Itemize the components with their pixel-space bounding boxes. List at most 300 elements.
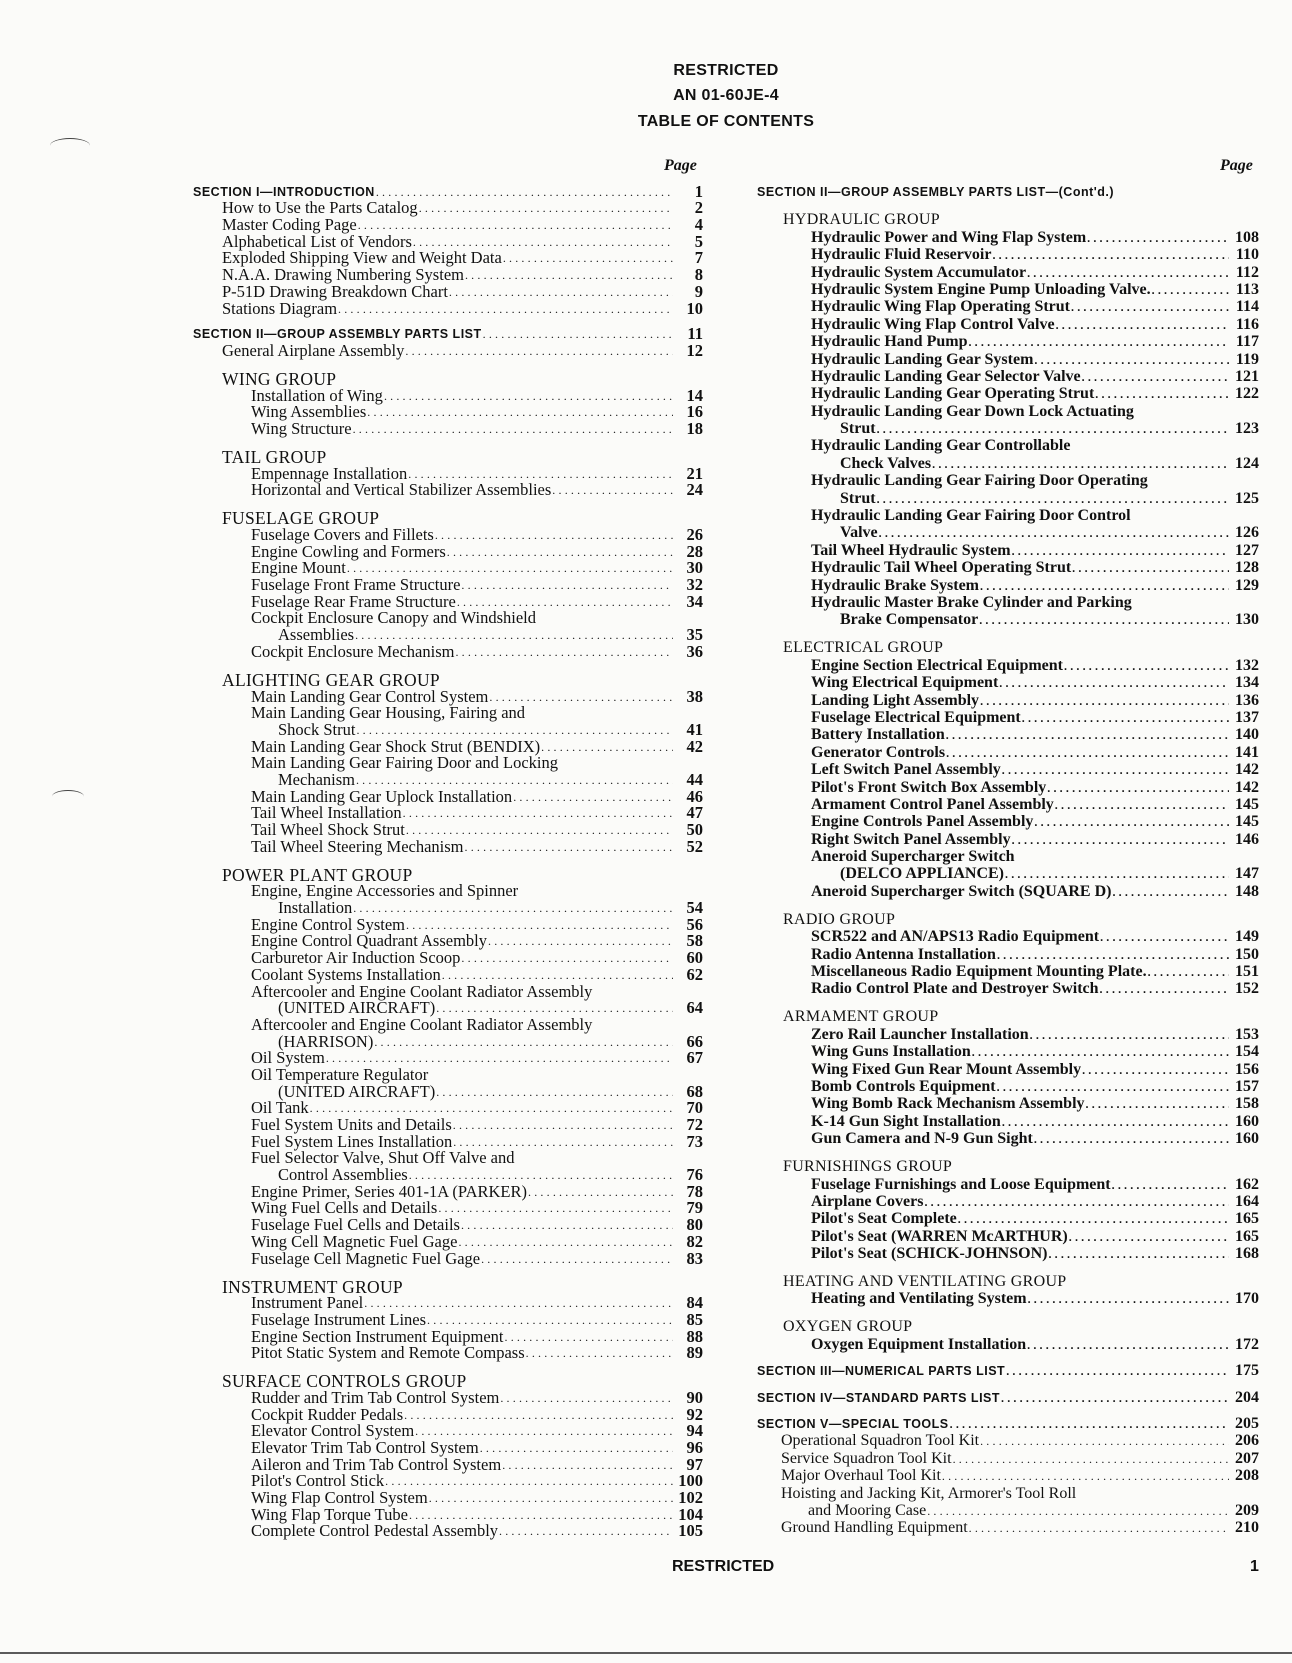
toc-entry[interactable]: [757, 865, 1259, 882]
entry-page-number: 1: [694, 181, 703, 201]
toc-entry[interactable]: [193, 643, 703, 660]
entry-page-number: 134: [1235, 674, 1259, 692]
dot-leader: [453, 1134, 673, 1150]
dot-leader: [1027, 1337, 1229, 1353]
entry-label: Tail Wheel Shock Strut: [251, 820, 405, 839]
toc-entry[interactable]: [193, 821, 703, 838]
toc-entry[interactable]: [757, 778, 1259, 795]
entry-page-number: 104: [678, 1504, 703, 1524]
toc-entry[interactable]: [757, 691, 1259, 708]
toc-entry[interactable]: [193, 626, 703, 643]
toc-entry[interactable]: [757, 420, 1259, 437]
toc-entry[interactable]: [757, 315, 1259, 332]
entry-label: Installation: [278, 898, 353, 918]
dot-leader: [1087, 230, 1229, 246]
dot-leader: [447, 544, 673, 560]
dot-leader: [1071, 299, 1229, 315]
dot-leader: [1028, 1291, 1229, 1307]
entry-label: Armament Control Panel Assembly: [811, 795, 1054, 813]
entry-label: Empennage Installation: [251, 463, 408, 483]
entry-label: Operational Squadron Tool Kit: [781, 1432, 980, 1450]
entry-label: Engine Controls Panel Assembly: [811, 813, 1034, 831]
toc-entry[interactable]: [193, 721, 703, 738]
toc-entry: [193, 1016, 703, 1033]
dot-leader: [356, 722, 673, 738]
entry-page-number: 110: [1235, 246, 1259, 264]
entry-label: Cockpit Rudder Pedals: [251, 1404, 404, 1424]
toc-entry[interactable]: [193, 1166, 703, 1183]
dot-leader: [526, 1345, 673, 1361]
toc-entry[interactable]: [193, 266, 703, 283]
entry-label: Engine Section Electrical Equipment: [811, 656, 1063, 674]
entry-label: Hydraulic Master Brake Cylinder and Parking: [811, 593, 1132, 611]
toc-entry[interactable]: [193, 1439, 703, 1456]
toc-entry[interactable]: [757, 743, 1259, 760]
dot-leader: [356, 772, 673, 788]
toc-section-entry[interactable]: [193, 326, 703, 343]
toc-entry[interactable]: [193, 420, 703, 437]
entry-label: Hydraulic System Accumulator: [811, 263, 1027, 281]
toc-entry[interactable]: [193, 1389, 703, 1406]
dot-leader: [326, 1050, 673, 1066]
toc-entry[interactable]: [757, 1519, 1259, 1536]
entry-label: Hydraulic Fluid Reservoir: [811, 246, 992, 264]
toc-entry[interactable]: [757, 350, 1259, 367]
entry-label: Service Squadron Tool Kit: [781, 1449, 952, 1467]
entry-page-number: 175: [1235, 1362, 1259, 1380]
toc-entry[interactable]: [193, 576, 703, 593]
dot-leader: [488, 933, 673, 949]
entry-page-number: 113: [1235, 280, 1259, 298]
entry-page-number: 47: [686, 803, 703, 823]
toc-entry: [757, 848, 1259, 865]
entry-page-number: 160: [1235, 1112, 1259, 1130]
toc-entry[interactable]: [193, 838, 703, 855]
entry-label: Heating and Ventilating System: [811, 1290, 1027, 1308]
entry-page-number: 70: [686, 1098, 703, 1118]
toc-entry[interactable]: [193, 966, 703, 983]
toc-entry[interactable]: [757, 963, 1259, 980]
entry-label: Pitot Static System and Remote Compass: [251, 1343, 525, 1363]
toc-entry[interactable]: [193, 1250, 703, 1267]
entry-label: Zero Rail Launcher Installation: [811, 1025, 1029, 1043]
toc-entry[interactable]: [757, 928, 1259, 945]
toc-entry[interactable]: [757, 761, 1259, 778]
entry-label: Fuselage Cell Magnetic Fuel Gage: [251, 1248, 481, 1268]
dot-leader: [449, 284, 673, 300]
toc-entry[interactable]: [193, 1456, 703, 1473]
entry-label: SECTION IV—STANDARD PARTS LIST: [757, 1390, 1001, 1405]
entry-page-number: 154: [1235, 1043, 1259, 1061]
entry-label: N.A.A. Drawing Numbering System: [222, 265, 464, 285]
entry-page-number: 94: [686, 1421, 703, 1441]
toc-entry[interactable]: [193, 283, 703, 300]
dot-leader: [950, 1416, 1229, 1432]
toc-entry[interactable]: [193, 250, 703, 267]
toc-entry[interactable]: [193, 1000, 703, 1017]
toc-entry[interactable]: [757, 726, 1259, 743]
toc-entry[interactable]: [757, 559, 1259, 576]
entry-page-number: 26: [686, 525, 703, 544]
toc-entry: [193, 1066, 703, 1083]
dot-leader: [992, 247, 1229, 263]
entry-label: Tail Wheel Steering Mechanism: [251, 836, 464, 856]
entry-label: Cockpit Enclosure Mechanism: [251, 641, 455, 661]
entry-page-number: 151: [1235, 963, 1259, 981]
toc-entry[interactable]: [193, 1423, 703, 1440]
toc-entry[interactable]: [193, 1100, 703, 1117]
dot-leader: [1030, 1027, 1229, 1043]
entry-label: Main Landing Gear Fairing Door and Locking: [251, 753, 559, 773]
entry-page-number: 114: [1235, 298, 1259, 316]
dot-leader: [924, 1194, 1229, 1210]
entry-label: Valve: [840, 524, 878, 542]
dot-leader: [980, 693, 1229, 709]
entry-page-number: 9: [694, 281, 703, 301]
entry-page-number: 122: [1235, 385, 1259, 403]
toc-group-heading: [757, 1153, 1259, 1175]
toc-entry: [193, 705, 703, 722]
entry-label: Pilot's Seat (WARREN McARTHUR): [811, 1227, 1068, 1245]
dot-leader: [483, 326, 673, 342]
toc-entry[interactable]: [757, 298, 1259, 315]
toc-entry[interactable]: [193, 1083, 703, 1100]
toc-entry[interactable]: [193, 387, 703, 404]
entry-label: Fuselage Electrical Equipment: [811, 708, 1021, 726]
entry-label: Elevator Trim Tab Control System: [251, 1438, 479, 1457]
toc-entry[interactable]: [757, 1245, 1259, 1262]
toc-entry[interactable]: [193, 1050, 703, 1067]
dot-leader: [499, 1523, 673, 1539]
toc-entry[interactable]: [193, 543, 703, 560]
dot-leader: [1072, 560, 1229, 576]
entry-page-number: 11: [687, 324, 703, 344]
toc-right-column: [757, 183, 1259, 1536]
toc-entry[interactable]: [193, 560, 703, 577]
entry-label: ELECTRICAL GROUP: [783, 639, 944, 657]
dot-leader: [1022, 710, 1229, 726]
toc-entry[interactable]: [757, 796, 1259, 813]
entry-page-number: 140: [1235, 726, 1259, 744]
toc-entry[interactable]: [193, 949, 703, 966]
toc-entry[interactable]: [193, 1116, 703, 1133]
dot-leader: [980, 1433, 1229, 1449]
entry-label: Wing Assemblies: [251, 402, 367, 422]
toc-entry[interactable]: [193, 916, 703, 933]
dot-leader: [374, 1034, 673, 1050]
dot-leader: [385, 1473, 673, 1489]
entry-page-number: 158: [1235, 1095, 1259, 1113]
dot-leader: [436, 1000, 673, 1016]
toc-entry[interactable]: [757, 228, 1259, 245]
entry-label: FUSELAGE GROUP: [222, 508, 380, 529]
toc-entry: [193, 1150, 703, 1167]
dot-leader: [480, 1440, 673, 1456]
toc-entry[interactable]: [757, 368, 1259, 385]
entry-label: Right Switch Panel Assembly: [811, 830, 1011, 848]
entry-label: Battery Installation: [811, 726, 945, 744]
toc-entry[interactable]: [757, 830, 1259, 847]
toc-entry[interactable]: [193, 1406, 703, 1423]
toc-entry[interactable]: [193, 593, 703, 610]
entry-label: Oil System: [251, 1048, 325, 1068]
toc-entry[interactable]: [757, 385, 1259, 402]
toc-entry[interactable]: [757, 1095, 1259, 1112]
entry-page-number: 160: [1235, 1130, 1259, 1148]
toc-entry[interactable]: [757, 1078, 1259, 1095]
entry-label: Wing Cell Magnetic Fuel Gage: [251, 1231, 458, 1251]
toc-entry[interactable]: [193, 1311, 703, 1328]
entry-label: (UNITED AIRCRAFT): [278, 1081, 436, 1101]
toc-entry[interactable]: [193, 1473, 703, 1490]
toc-entry[interactable]: [193, 526, 703, 543]
toc-entry[interactable]: [193, 216, 703, 233]
entry-label: SURFACE CONTROLS GROUP: [222, 1371, 467, 1392]
toc-entry[interactable]: [757, 709, 1259, 726]
entry-label: HEATING AND VENTILATING GROUP: [783, 1273, 1067, 1291]
toc-entry[interactable]: [193, 1506, 703, 1523]
page-column-label-left: Page: [664, 157, 697, 174]
entry-page-number: 130: [1235, 611, 1259, 629]
entry-page-number: 21: [686, 463, 703, 483]
entry-page-number: 129: [1235, 576, 1259, 594]
toc-entry[interactable]: [757, 1025, 1259, 1042]
toc-entry[interactable]: [757, 1335, 1259, 1352]
entry-label: Landing Light Assembly: [811, 691, 980, 709]
toc-entry[interactable]: [757, 656, 1259, 673]
toc-entry[interactable]: [193, 233, 703, 250]
toc-entry[interactable]: [193, 1489, 703, 1506]
dot-leader: [458, 1234, 673, 1250]
toc-entry[interactable]: [193, 688, 703, 705]
toc-entry[interactable]: [757, 489, 1259, 506]
dot-leader: [1002, 1114, 1229, 1130]
toc-entry[interactable]: [193, 1345, 703, 1362]
entry-page-number: 24: [686, 480, 703, 500]
entry-label: Engine Section Instrument Equipment: [251, 1326, 504, 1346]
dot-leader: [1034, 352, 1229, 368]
toc-entry[interactable]: [193, 1183, 703, 1200]
entry-page-number: 83: [686, 1248, 703, 1268]
entry-label: OXYGEN GROUP: [783, 1318, 913, 1336]
entry-page-number: 147: [1235, 865, 1259, 883]
toc-entry[interactable]: [757, 1060, 1259, 1077]
toc-entry[interactable]: [757, 674, 1259, 691]
toc-entry[interactable]: [193, 788, 703, 805]
dot-leader: [355, 627, 673, 643]
toc-group-heading: [757, 1003, 1259, 1025]
toc-entry: [757, 507, 1259, 524]
toc-entry[interactable]: [757, 611, 1259, 628]
toc-entry[interactable]: [757, 1502, 1259, 1519]
dot-leader: [358, 217, 673, 233]
toc-section-entry[interactable]: [757, 1362, 1259, 1379]
toc-entry[interactable]: [757, 1210, 1259, 1227]
entry-label: Mechanism: [278, 769, 355, 789]
entry-page-number: 121: [1235, 367, 1259, 385]
dot-leader: [1005, 866, 1229, 882]
toc-entry[interactable]: [757, 1130, 1259, 1147]
toc-entry[interactable]: [757, 1193, 1259, 1210]
toc-entry[interactable]: [193, 482, 703, 499]
toc-entry[interactable]: [757, 454, 1259, 471]
entry-label: Generator Controls: [811, 743, 946, 761]
toc-entry[interactable]: [757, 945, 1259, 962]
toc-entry[interactable]: [757, 980, 1259, 997]
dot-leader: [353, 900, 673, 916]
toc-entry[interactable]: [757, 1432, 1259, 1449]
entry-page-number: 128: [1235, 559, 1259, 577]
toc-entry[interactable]: [193, 465, 703, 482]
toc-entry[interactable]: [193, 1200, 703, 1217]
toc-entry[interactable]: [193, 738, 703, 755]
entry-page-number: 73: [686, 1131, 703, 1151]
toc-group-heading: [757, 1313, 1259, 1335]
entry-label: Engine Control Quadrant Assembly: [251, 931, 488, 951]
toc-entry[interactable]: [193, 771, 703, 788]
dot-leader: [1027, 265, 1229, 281]
toc-entry[interactable]: [193, 1216, 703, 1233]
dot-leader: [364, 1295, 673, 1311]
toc-entry[interactable]: [193, 933, 703, 950]
toc-entry[interactable]: [193, 1328, 703, 1345]
toc-entry[interactable]: [757, 263, 1259, 280]
entry-label: Horizontal and Vertical Stabilizer Assemblies: [251, 480, 552, 500]
toc-entry[interactable]: [757, 813, 1259, 830]
entry-page-number: 112: [1235, 263, 1259, 281]
toc-entry[interactable]: [193, 300, 703, 317]
entry-label: (HARRISON): [278, 1031, 374, 1051]
entry-label: Hydraulic Landing Gear Selector Valve: [811, 367, 1081, 385]
entry-label: SCR522 and AN/APS13 Radio Equipment: [811, 928, 1100, 946]
toc-entry[interactable]: [757, 281, 1259, 298]
dot-leader: [347, 560, 673, 576]
dot-leader: [461, 950, 673, 966]
toc-entry[interactable]: [193, 1295, 703, 1312]
toc-entry[interactable]: [757, 333, 1259, 350]
toc-entry[interactable]: [193, 342, 703, 359]
toc-entry[interactable]: [757, 1112, 1259, 1129]
entry-page-number: 149: [1235, 928, 1259, 946]
entry-page-number: 32: [686, 575, 703, 595]
toc-entry[interactable]: [757, 1449, 1259, 1466]
toc-entry[interactable]: [757, 524, 1259, 541]
dot-leader: [453, 1117, 673, 1133]
scan-mark: [50, 138, 90, 153]
toc-entry[interactable]: [193, 1523, 703, 1540]
entry-page-number: 60: [686, 948, 703, 968]
entry-label: FURNISHINGS GROUP: [783, 1158, 953, 1176]
entry-label: Oil Tank: [251, 1098, 309, 1118]
entry-page-number: 12: [686, 340, 703, 360]
entry-page-number: 132: [1235, 656, 1259, 674]
toc-entry[interactable]: [757, 1467, 1259, 1484]
entry-page-number: 16: [686, 402, 703, 422]
dot-leader: [376, 184, 673, 200]
toc-section-entry[interactable]: [757, 1388, 1259, 1405]
toc-group-heading: [193, 1273, 703, 1295]
toc-entry[interactable]: [193, 1233, 703, 1250]
entry-page-number: 162: [1235, 1175, 1259, 1193]
page-column-label-right: Page: [1220, 157, 1253, 174]
entry-label: TAIL GROUP: [222, 446, 327, 467]
dot-leader: [932, 456, 1229, 472]
entry-page-number: 68: [686, 1081, 703, 1101]
entry-page-number: 92: [686, 1404, 703, 1424]
entry-page-number: 89: [686, 1343, 703, 1363]
entry-label: Installation of Wing: [251, 385, 383, 405]
toc-entry[interactable]: [193, 899, 703, 916]
toc-entry[interactable]: [757, 541, 1259, 558]
entry-label: Aftercooler and Engine Coolant Radiator Assembly: [251, 1014, 593, 1034]
toc-section-entry: [757, 183, 1259, 200]
entry-label: Hydraulic Landing Gear Fairing Door Control: [811, 507, 1131, 525]
toc-entry[interactable]: [757, 1175, 1259, 1192]
toc-section-entry[interactable]: [193, 183, 703, 200]
entry-label: Elevator Control System: [251, 1421, 415, 1441]
toc-entry[interactable]: [757, 576, 1259, 593]
entry-label: (UNITED AIRCRAFT): [278, 998, 436, 1018]
dot-leader: [419, 200, 673, 216]
toc-entry[interactable]: [193, 805, 703, 822]
entry-page-number: 117: [1235, 333, 1259, 351]
toc-entry[interactable]: [193, 1133, 703, 1150]
entry-label: Hydraulic Landing Gear System: [811, 350, 1034, 368]
dot-leader: [406, 822, 673, 838]
entry-label: Main Landing Gear Control System: [251, 686, 489, 706]
entry-label: HYDRAULIC GROUP: [783, 211, 940, 229]
entry-label: Hydraulic System Engine Pump Unloading Valve.: [811, 280, 1151, 298]
entry-label: Assemblies: [278, 625, 355, 645]
dot-leader: [1034, 1131, 1229, 1147]
entry-label: Complete Control Pedestal Assembly: [251, 1521, 499, 1541]
dot-leader: [1112, 1177, 1229, 1193]
dot-leader: [413, 234, 673, 250]
entry-page-number: 58: [686, 931, 703, 951]
dot-leader: [946, 727, 1229, 743]
entry-page-number: 206: [1235, 1432, 1259, 1450]
toc-entry[interactable]: [757, 1043, 1259, 1060]
dot-leader: [500, 1390, 673, 1406]
entry-page-number: 80: [686, 1215, 703, 1235]
toc-entry[interactable]: [193, 200, 703, 217]
dot-leader: [465, 267, 673, 283]
entry-page-number: 35: [686, 625, 703, 645]
toc-entry[interactable]: [193, 1033, 703, 1050]
toc-section-entry[interactable]: [757, 1415, 1259, 1432]
toc-entry[interactable]: [193, 404, 703, 421]
dot-leader: [435, 527, 673, 543]
entry-page-number: 7: [694, 248, 703, 268]
entry-label: SECTION III—NUMERICAL PARTS LIST: [757, 1364, 1006, 1379]
entry-page-number: 34: [686, 591, 703, 611]
dot-leader: [1047, 780, 1229, 796]
toc-entry[interactable]: [757, 1227, 1259, 1244]
dot-leader: [997, 1079, 1229, 1095]
toc-entry[interactable]: [757, 882, 1259, 899]
toc-entry[interactable]: [757, 246, 1259, 263]
dot-leader: [968, 334, 1229, 350]
dot-leader: [946, 745, 1229, 761]
entry-page-number: 72: [686, 1115, 703, 1134]
entry-page-number: 88: [686, 1326, 703, 1346]
toc-entry[interactable]: [757, 1290, 1259, 1307]
entry-page-number: 142: [1235, 761, 1259, 779]
entry-page-number: 97: [686, 1454, 703, 1474]
entry-label: Hydraulic Landing Gear Operating Strut: [811, 385, 1095, 403]
dot-leader: [1082, 1062, 1229, 1078]
entry-label: Hydraulic Hand Pump: [811, 333, 968, 351]
